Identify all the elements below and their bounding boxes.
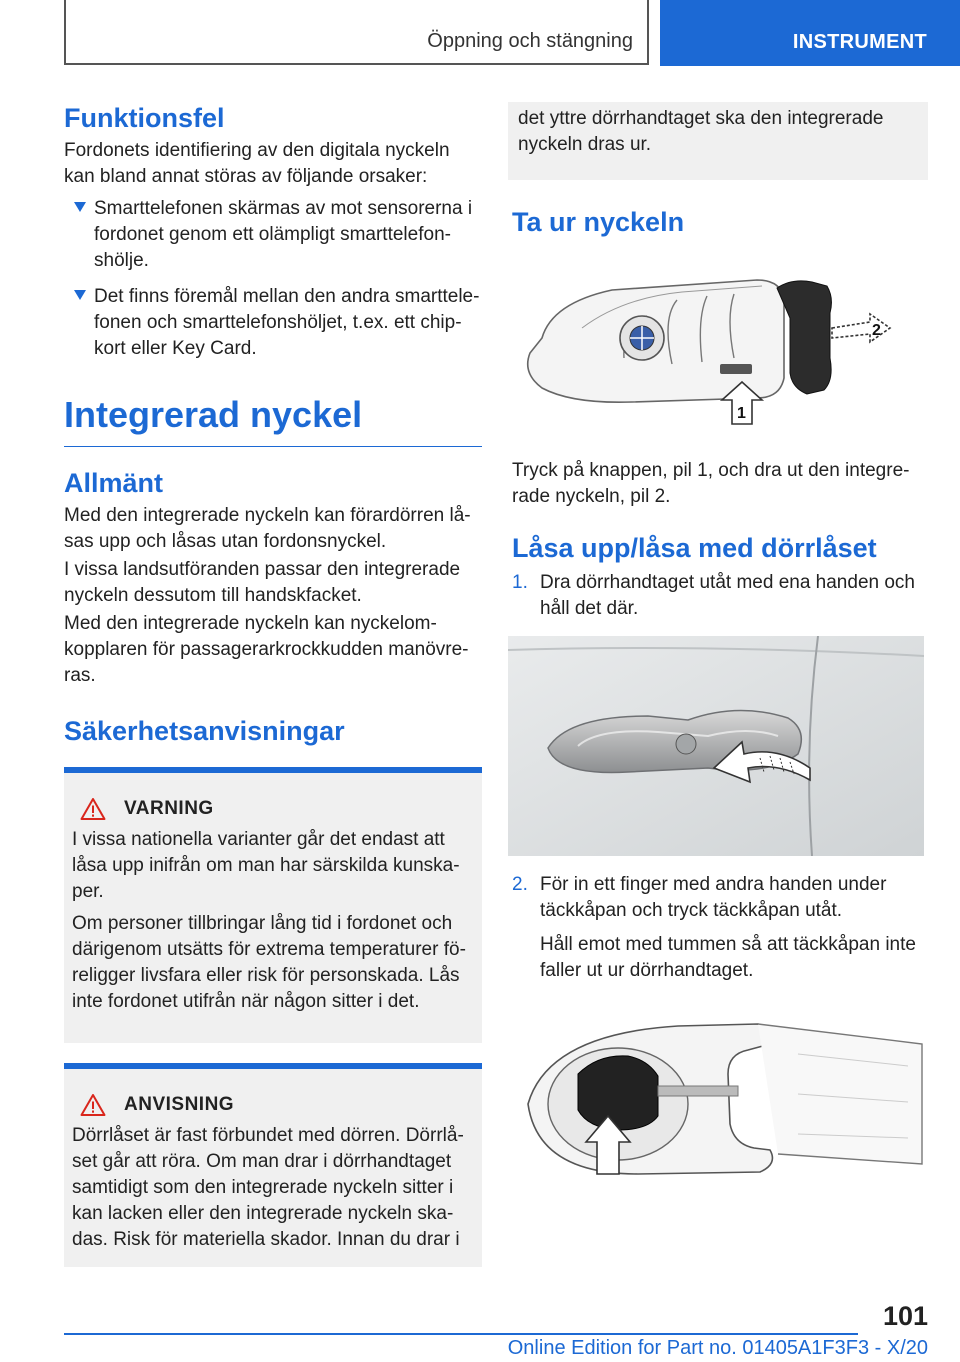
funktionsfel-intro: Fordonets identifiering av den digitala nyckeln kan bland annat störas av följande orsaker: — [64, 140, 450, 187]
door-handle-photo — [508, 636, 924, 856]
edition-text: Online Edition for Part no. 01405A1F3F3 - X/20 — [507, 1337, 928, 1359]
list-item: Det finns föremål mellan den andra smarttelefonen och smarttelefonshöljet, t.ex. ett chipkort eller Key Card. — [64, 284, 482, 362]
page-header — [0, 0, 960, 66]
lock-steps-2 — [508, 872, 928, 984]
page-number: 101 — [882, 1301, 928, 1331]
warning-paragraph-2: Om personer tillbringar lång tid i fordonet och därigenom utsätts för extrema temperaturer föreligger livsfara eller risk för personskada. Lås inte fordonet utifrån när någon sitter i det. — [72, 913, 466, 1012]
footer-divider — [64, 1333, 858, 1335]
arrow-label-2: 2 — [872, 322, 881, 339]
allmant-paragraph-1: Med den integrerade nyckeln kan förardörren låsas upp och låsas utan fordonsnyckel. — [64, 505, 471, 552]
notice-paragraph-1: Dörrlåset är fast förbundet med dörren. Dörrlåset går att röra. Om man drar i dörrhandtaget samtidigt som den integrerade nyckeln sitter i kan lacken eller den integrerade nyckeln skadas. Risk för materiella skador. Innan du drar i — [72, 1125, 464, 1250]
triangle-bullet-icon — [74, 202, 86, 212]
heading-lock: Låsa upp/låsa med dörrlåset — [512, 533, 877, 563]
section-title: INSTRUMENT — [792, 31, 927, 53]
right-column — [508, 102, 928, 1184]
heading-remove-key: Ta ur nyckeln — [512, 207, 685, 237]
caution-icon — [80, 1093, 106, 1117]
warning-title: VARNING — [124, 798, 214, 819]
section-tab[interactable] — [660, 0, 960, 66]
list-item: Smarttelefonen skärmas av mot sensorerna i fordonet genom ett olämpligt smarttelefonshölje. — [64, 196, 482, 274]
step-2-note: Håll emot med tummen så att täckkåpan inte faller ut ur dörrhandtaget. — [540, 934, 916, 981]
heading-allmant: Allmänt — [64, 468, 164, 498]
triangle-bullet-icon — [74, 290, 86, 300]
notice-box — [64, 1063, 482, 1267]
heading-funktionsfel: Funktionsfel — [64, 103, 225, 133]
arrow-label-1: 1 — [737, 405, 746, 422]
heading-sakerhet: Säkerhetsanvisningar — [64, 716, 345, 746]
remove-key-text: Tryck på knappen, pil 1, och dra ut den integrerade nyckeln, pil 2. — [512, 460, 910, 507]
key-removal-illustration — [512, 258, 922, 428]
warning-icon — [80, 797, 106, 821]
chapter-title: Öppning och stängning — [427, 30, 633, 52]
notice-title: ANVISNING — [124, 1094, 235, 1115]
left-column — [64, 100, 482, 1267]
allmant-paragraph-2: I vissa landsutföranden passar den integrerade nyckeln dessutom till handskfacket. — [64, 559, 461, 606]
lock-steps — [508, 570, 928, 622]
warning-box — [64, 767, 482, 1043]
list-item: 2. För in ett finger med andra handen under täckkåpan och tryck täckkåpan utåt. Håll emot med tummen så att täckkåpan inte faller ut ur dörrhandtaget. — [508, 872, 928, 984]
warning-paragraph-1: I vissa nationella varianter går det endast att låsa upp inifrån om man har särskilda kunskaper. — [72, 829, 460, 902]
chapter-heading: Integrerad nyckel — [64, 392, 482, 447]
notice-continuation: det yttre dörrhandtaget ska den integrerade nyckeln dras ur. — [508, 102, 928, 180]
list-item: 1. Dra dörrhandtaget utåt med ena handen och håll det där. — [512, 572, 915, 619]
lock-cover-illustration — [508, 1004, 928, 1184]
allmant-paragraph-3: Med den integrerade nyckeln kan nyckelomkopplaren för passagerarkrockkudden manövreras. — [64, 613, 469, 686]
funktionsfel-list — [64, 196, 482, 362]
chapter-box — [64, 0, 649, 65]
